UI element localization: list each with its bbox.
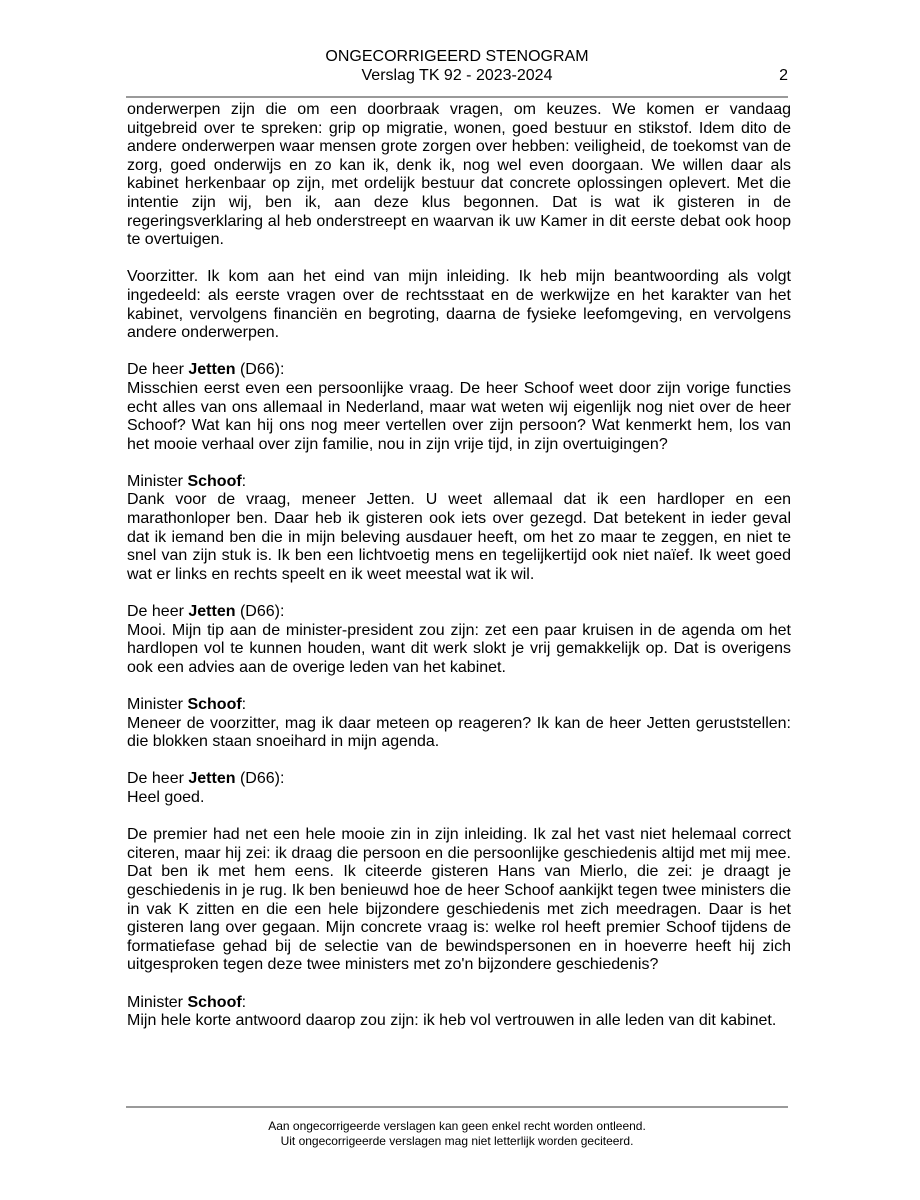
transcript-body — [127, 101, 791, 1049]
speaker-name: Jetten — [188, 361, 236, 379]
speech-text: Meneer de voorzitter, mag ik daar meteen op reageren? Ik kan de heer Jetten geruststellen: die blokken staan snoeihard in mijn agenda. — [127, 714, 791, 751]
paragraph: Voorzitter. Ik kom aan het eind van mijn inleiding. Ik heb mijn beantwoording als volgt ingedeeld: als eerste vragen over de rechtsstaat en de werkwijze en het karakter van het kabinet, vervolgens financiën en begroting, daarna de fysieke leefomgeving, en vervolgens andere onderwerpen. — [127, 268, 791, 342]
speaker-turn — [127, 603, 791, 677]
page-header — [126, 47, 788, 85]
header-divider — [126, 96, 788, 98]
speaker-name: Jetten — [188, 603, 236, 621]
speaker-turn — [127, 994, 791, 1031]
speaker-turn — [127, 473, 791, 585]
speech-text: Mooi. Mijn tip aan de minister-president zou zijn: zet een paar kruisen in de agenda om het hardlopen vol te kunnen houden, want dit werk slokt je vrij gemakkelijk op. Dat is overigens ook een advies aan de overige leden van het kabinet. — [127, 621, 791, 676]
speaker-name: Schoof — [187, 993, 242, 1011]
speaker-turn — [127, 696, 791, 752]
document-subtitle: Verslag TK 92 - 2023-2024 — [361, 67, 553, 84]
speaker-turn — [127, 770, 791, 807]
speaker-label: Minister Schoof: — [127, 696, 247, 713]
speaker-label: Minister Schoof: — [127, 993, 247, 1011]
speaker-label: De heer Jetten (D66): — [127, 770, 285, 788]
speech-text: Misschien eerst even een persoonlijke vraag. De heer Schoof weet door zijn vorige functies echt alles van ons allemaal in Nederland, maar wat weten wij eigenlijk nog niet over de heer Schoof? Wat kan hij ons nog meer vertellen over zijn persoon? Wat kenmerkt hem, los van het mooie verhaal over zijn familie, nou in zijn vrije tijd, in zijn overtuigingen? — [127, 379, 791, 453]
disclaimer-line: Uit ongecorrigeerde verslagen mag niet letterlijk worden geciteerd. — [280, 1134, 634, 1148]
document-title: ONGECORRIGEERD STENOGRAM — [325, 48, 589, 65]
speaker-name: Schoof — [187, 696, 242, 713]
speech-text: Mijn hele korte antwoord daarop zou zijn: ik heb vol vertrouwen in alle leden van dit kabinet. — [127, 1012, 777, 1030]
page-number: 2 — [779, 67, 788, 84]
speaker-name: Schoof — [187, 472, 242, 490]
paragraph: onderwerpen zijn die om een doorbraak vragen, om keuzes. We komen er vandaag uitgebreid over te spreken: grip op migratie, wonen, goed bestuur en stikstof. Idem dito de andere onderwerpen waar mensen grote zorgen over hebben: veiligheid, de toekomst van de zorg, goed onderwijs en zo kan ik, denk ik, nog wel even doorgaan. We willen daar als kabinet herkenbaar op zijn, met ordelijk bestuur dat concrete oplossingen oplevert. Met die intentie zijn wij, ben ik, aan deze klus begonnen. Dat is wat ik gisteren in de regeringsverklaring al heb onderstreept en waarvan ik uw Kamer in dit eerste debat ook hoop te overtuigen. — [127, 101, 791, 249]
disclaimer-line: Aan ongecorrigeerde verslagen kan geen enkel recht worden ontleend. — [268, 1119, 646, 1133]
page-footer — [126, 1119, 788, 1149]
speaker-turn — [127, 361, 791, 454]
speech-text: Heel goed. — [127, 788, 205, 806]
footer-divider — [126, 1106, 788, 1108]
speech-text: Dank voor de vraag, meneer Jetten. U weet allemaal dat ik een hardloper en een marathonloper ben. Daar heb ik gisteren ook iets over gezegd. Dat betekent in ieder geval dat ik iemand ben die in mijn beleving ausdauer heeft, om het zo maar te zeggen, en niet te snel van zijn stuk is. Ik ben een lichtvoetig mens en tegelijkertijd ook niet naïef. Ik weet goed wat er links en rechts speelt en ik weet meestal wat ik wil. — [127, 491, 791, 583]
speaker-label: De heer Jetten (D66): — [127, 361, 285, 379]
speaker-label: Minister Schoof: — [127, 472, 247, 490]
speaker-label: De heer Jetten (D66): — [127, 603, 285, 621]
speaker-name: Jetten — [188, 770, 236, 788]
paragraph: De premier had net een hele mooie zin in zijn inleiding. Ik zal het vast niet helemaal correct citeren, maar hij zei: ik draag die persoon en die persoonlijke geschiedenis altijd met mij mee. Dat ben ik met hem eens. Ik citeerde gisteren Hans van Mierlo, die zei: je draagt je geschiedenis in je rug. Ik ben benieuwd hoe de heer Schoof aankijkt tegen twee ministers die in vak K zitten en die een hele bijzondere geschiedenis met zich meedragen. Daar is het gisteren lang over gegaan. Mijn concrete vraag is: welke rol heeft premier Schoof tijdens de formatiefase gehad bij de selectie van de bewindspersonen en in hoeverre heeft hij zich uitgesproken tegen deze twee ministers met zo'n bijzondere geschiedenis? — [127, 826, 791, 974]
